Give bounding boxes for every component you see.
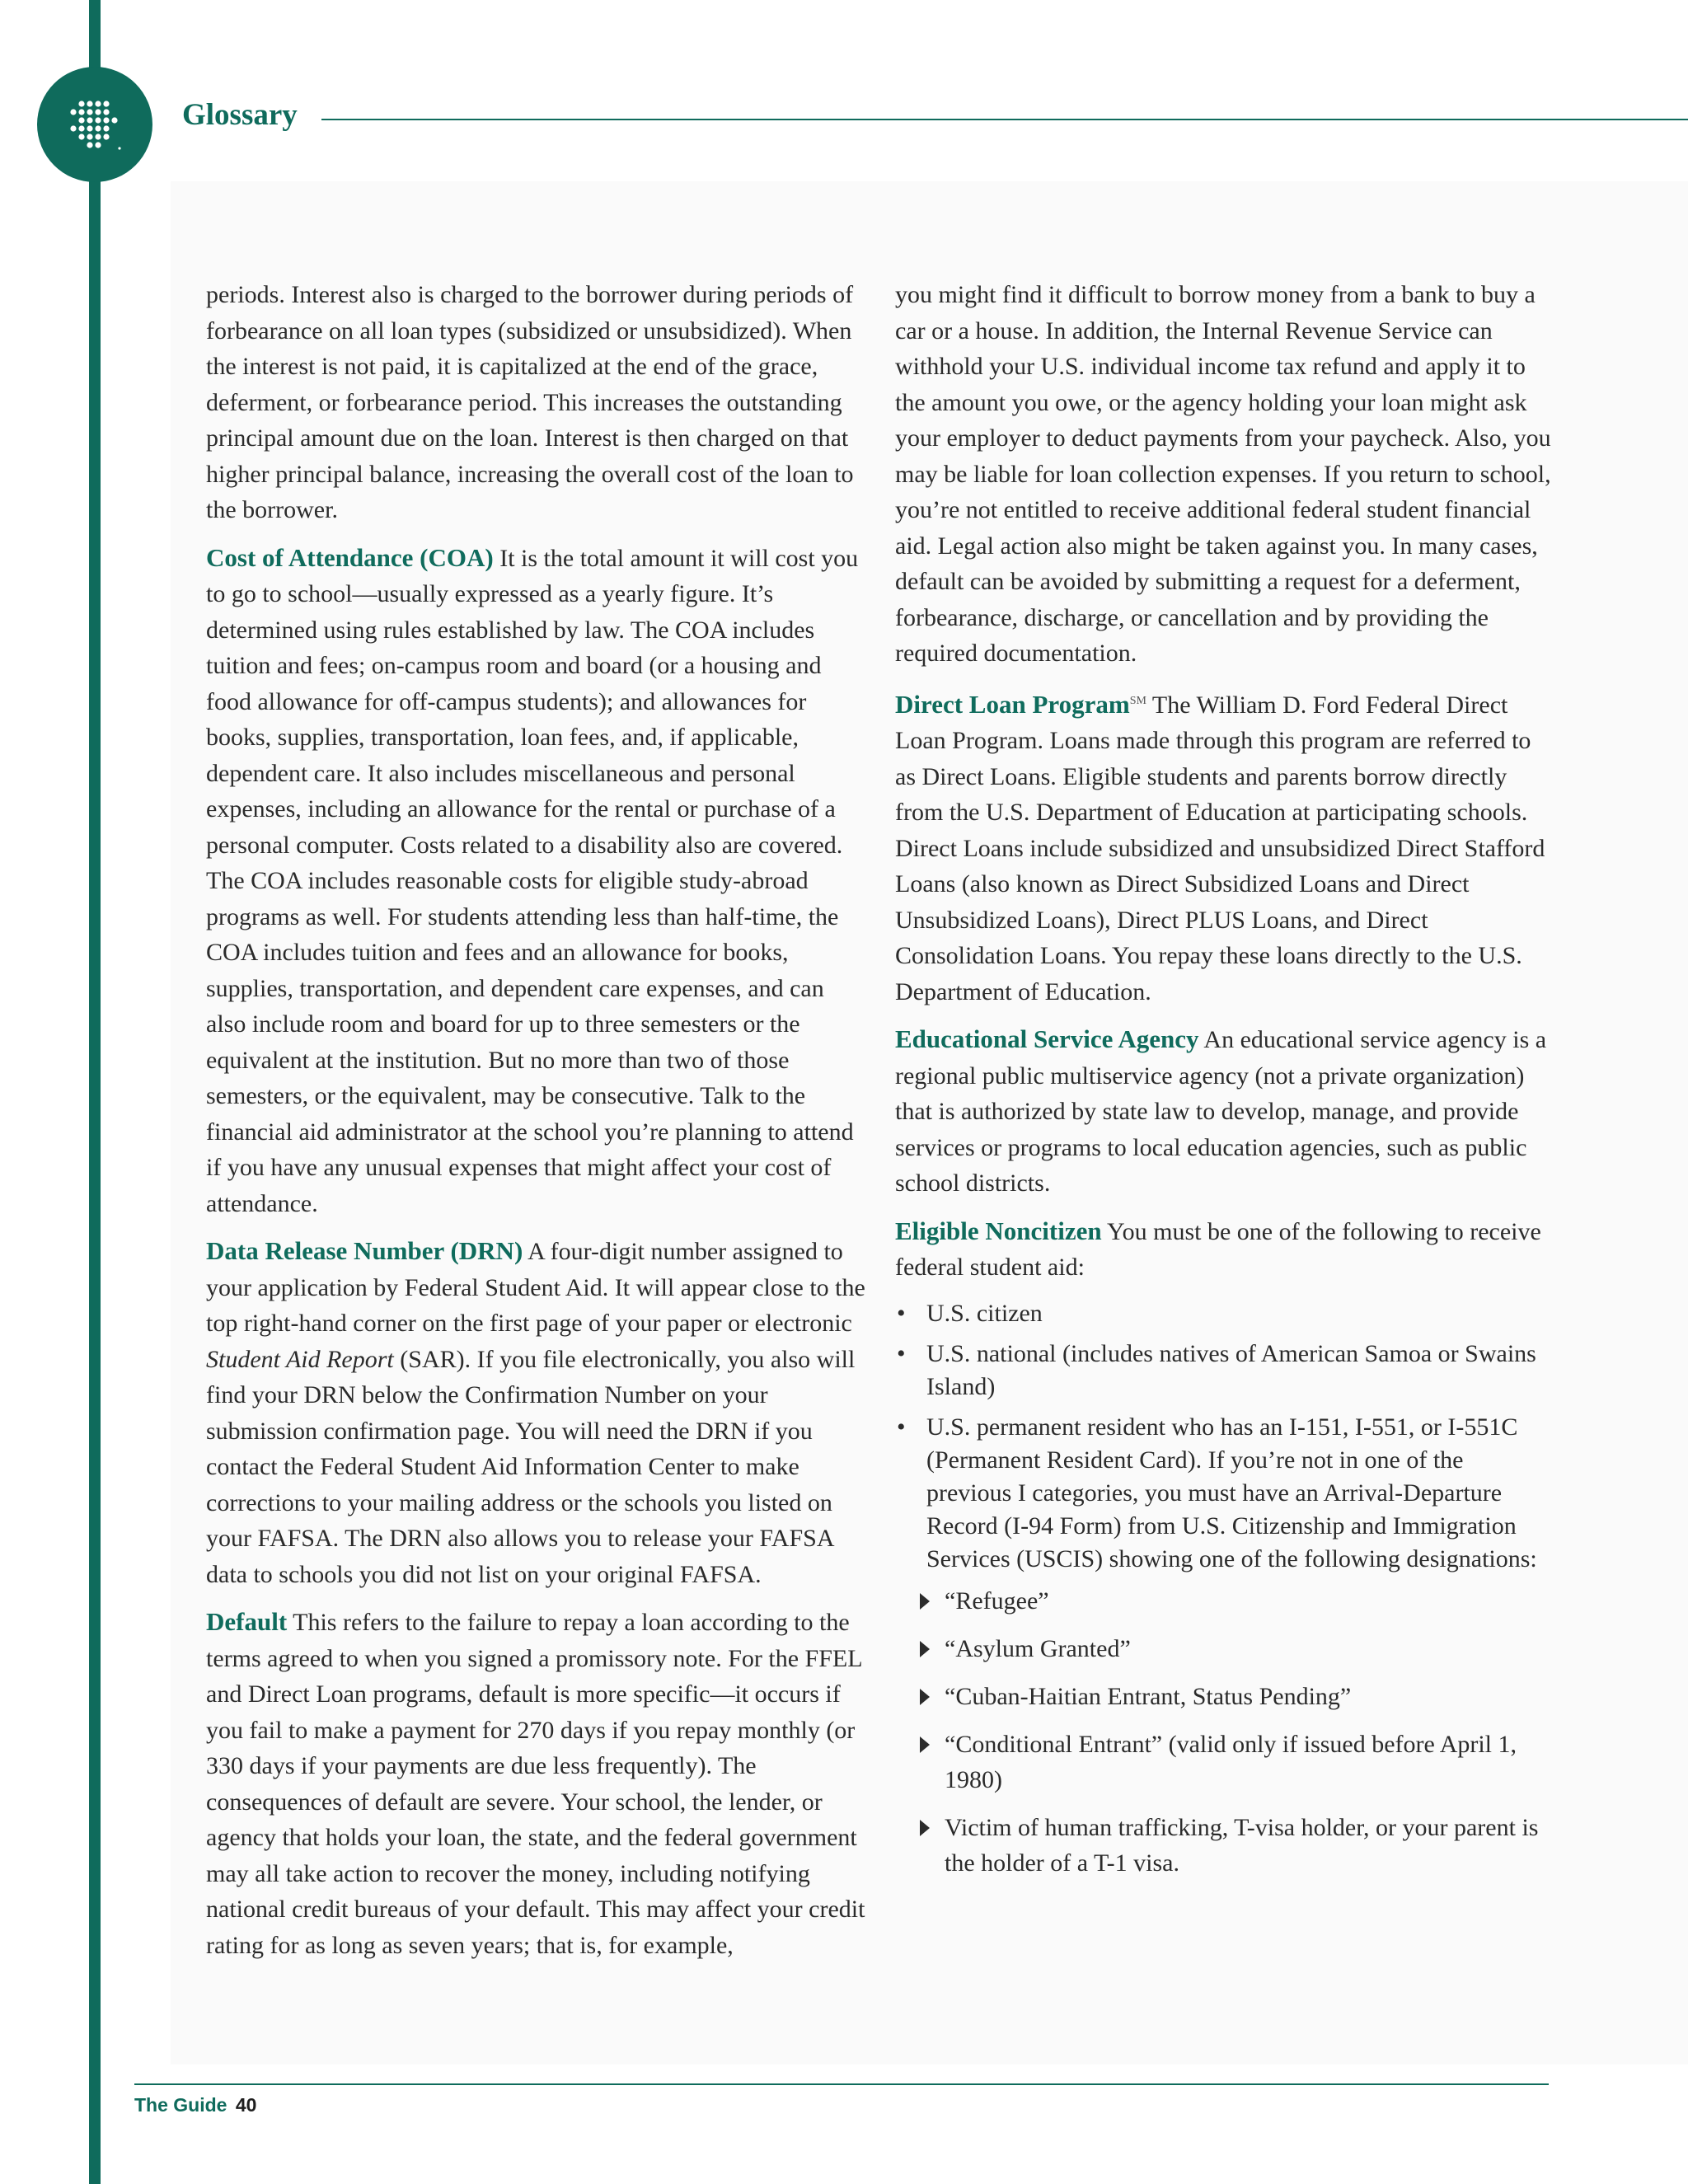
dot-grid-icon [37,67,152,182]
page-title: Glossary [182,98,298,132]
definition-drn-part2: (SAR). If you file electronically, you also will find your DRN below the Confirmation Number on your submission confirmation page. You will need the DRN if you contact the Federal Student Aid Information Center to make corrections to your mailing address or the schools you listed on your FAFSA. The DRN also allows you to release your FAFSA data to schools you did not list on your original FAFSA. [206,1345,856,1588]
list-item: “Conditional Entrant” (valid only if issued before April 1, 1980) [895,1727,1554,1797]
term-default: Default [206,1607,288,1636]
entry-data-release-number [206,1233,870,1592]
list-item: • U.S. permanent resident who has an I-151, I-551, or I-551C (Permanent Resident Card). If you’re not in one of the previous I categories, you must have an Arrival-Departure Record (I-94 Form) from U.S. Citizenship and Immigration Services (USCIS) showing one of the following designations: [895,1411,1554,1576]
entry-default [206,1604,870,1963]
term-educational-service-agency: Educational Service Agency [895,1024,1199,1053]
footer [134,2094,256,2116]
eligibility-list [895,1297,1554,1576]
term-data-release-number: Data Release Number (DRN) [206,1236,523,1265]
left-column [206,277,870,1975]
page-number: 40 [235,2094,257,2116]
definition-drn-italic: Student Aid Report [206,1345,394,1373]
list-item: “Cuban-Haitian Entrant, Status Pending” [895,1679,1554,1714]
list-item: • U.S. citizen [895,1297,1554,1330]
paragraph-interest: periods. Interest also is charged to the borrower during periods of forbearance on all loan types (subsidized or unsubsidized). When the interest is not paid, it is capitalized at the end of the grace, deferment, or forbearance period. This increases the outstanding principal amount due on the loan. Interest is then charged on that higher principal balance, increasing the overall cost of the loan to the borrower. [206,281,854,523]
footer-label: The Guide [134,2094,227,2116]
triangle-bullet-icon [920,1593,930,1610]
definition-educational-service-agency: An educational service agency is a regional public multiservice agency (not a private organization) that is authorized by state law to develop, manage, and provide services or programs to local education agencies, such as public school districts. [895,1026,1547,1197]
term-cost-of-attendance: Cost of Attendance (COA) [206,542,494,572]
service-mark: SM [1129,694,1146,707]
definition-eligible-noncitizen: You must be one of the following to receive federal student aid: [895,1217,1541,1281]
triangle-bullet-icon [920,1689,930,1705]
left-spine-bar [89,0,101,2184]
header-divider [321,119,1688,120]
list-item: Victim of human trafficking, T-visa holder, or your parent is the holder of a T-1 visa. [895,1810,1554,1881]
designation-list [895,1583,1554,1881]
triangle-bullet-icon [920,1736,930,1753]
triangle-bullet-icon [920,1641,930,1657]
entry-cost-of-attendance [206,540,870,1222]
entry-direct-loan-program [895,683,1554,1010]
definition-drn-part1: A four-digit number assigned to your application by Federal Student Aid. It will appear close to the top right-hand corner on the first page of your paper or electronic [206,1238,865,1337]
list-item: “Asylum Granted” [895,1631,1554,1666]
definition-default: This refers to the failure to repay a loan according to the terms agreed to when you signed a promissory note. For the FFEL and Direct Loan programs, default is more specific—it occurs if you fail to make a payment for 270 days if you repay monthly (or 330 days if your payments are due less frequently). The consequences of default are severe. Your school, the lender, or agency that holds your loan, the state, and the federal government may all take action to recover the money, including notifying national credit bureaus of your default. This may affect your credit rating for as long as seven years; that is, for example, [206,1609,865,1959]
entry-eligible-noncitizen [895,1213,1554,1286]
definition-cost-of-attendance: It is the total amount it will cost you to go to school—usually expressed as a yearly figure. It’s determined using rules established by law. The COA includes tuition and fees; on-campus room and board (or a housing and food allowance for off-campus students); and allowances for books, supplies, transportation, loan fees, and, if applicable, dependent care. It also includes miscellaneous and personal expenses, including an allowance for the rental or purchase of a personal computer. Costs related to a disability also are covered. The COA includes reasonable costs for eligible study-abroad programs as well. For students attending less than half-time, the COA includes tuition and fees and an allowance for books, supplies, transportation, and dependent care expenses, and can also include room and board for up to three semesters or the equivalent at the institution. But no more than two of those semesters, or the equivalent, may be consecutive. Talk to the financial aid administrator at the school you’re planning to attend if you have any unusual expenses that might affect your cost of attendance. [206,544,859,1217]
right-column [895,277,1554,1893]
triangle-bullet-icon [920,1820,930,1836]
term-eligible-noncitizen: Eligible Noncitizen [895,1216,1102,1245]
entry-educational-service-agency [895,1021,1554,1202]
footer-divider [134,2083,1549,2085]
list-item: • U.S. national (includes natives of American Samoa or Swains Island) [895,1338,1554,1404]
term-direct-loan-program: Direct Loan Program [895,689,1130,719]
paragraph-default-continued: you might find it difficult to borrow money from a bank to buy a car or a house. In addition, the Internal Revenue Service can withhold your U.S. individual income tax refund and apply it to the amount you owe, or the agency holding your loan might ask your employer to deduct payments from your paycheck. Also, you may be liable for loan collection expenses. If you return to school, you’re not entitled to receive additional federal student financial aid. Legal action also might be taken against you. In many cases, default can be avoided by submitting a request for a deferment, forbearance, discharge, or cancellation and by providing the required documentation. [895,281,1551,667]
list-item: “Refugee” [895,1583,1554,1619]
definition-direct-loan-program: The William D. Ford Federal Direct Loan Program. Loans made through this program are referred to as Direct Loans. Eligible students and parents borrow directly from the U.S. Department of Education at participating schools. Direct Loans include subsidized and unsubsidized Direct Stafford Loans (also known as Direct Subsidized Loans and Direct Unsubsidized Loans), Direct PLUS Loans, and Direct Consolidation Loans. You repay these loans directly to the U.S. Department of Education. [895,691,1545,1005]
